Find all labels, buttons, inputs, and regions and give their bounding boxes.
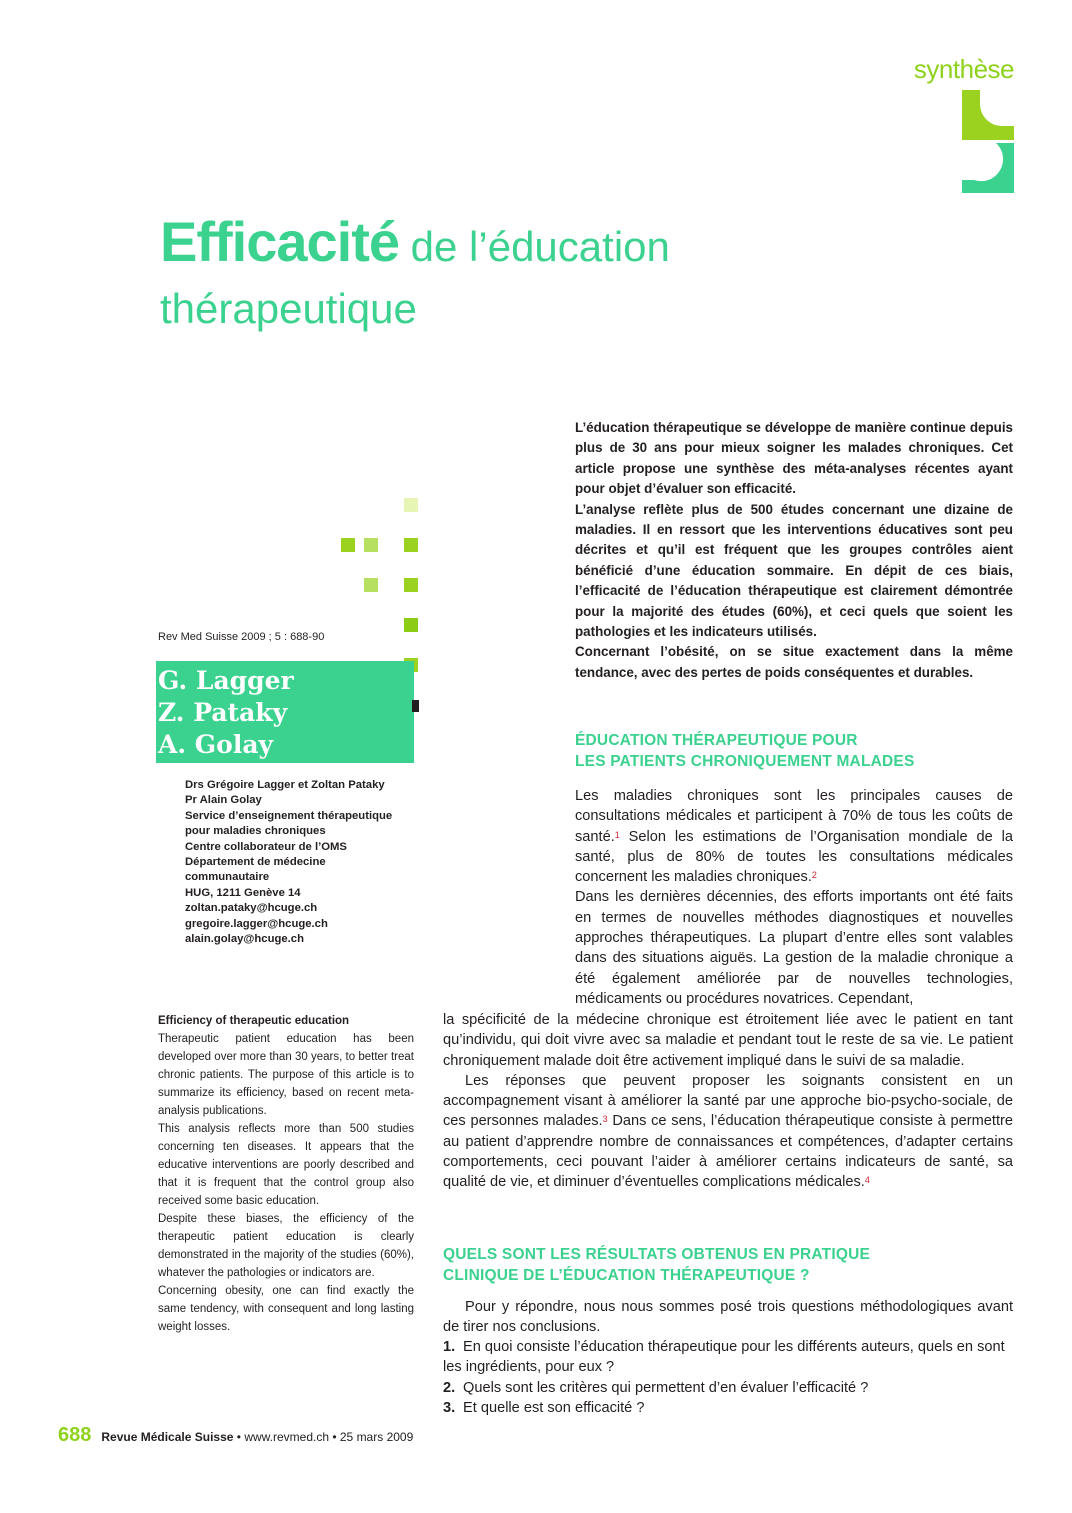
- abstract-en-paragraph: Despite these biases, the efficiency of the therapeutic patient education is clearly demonstrated in the majority of the studies (60%), whatever the pathologies or indicators are.: [158, 1213, 414, 1279]
- affiliation-line: Drs Grégoire Lagger et Zoltan Pataky: [185, 779, 385, 791]
- decor-square: [404, 578, 418, 592]
- decor-square: [364, 538, 378, 552]
- decor-square: [404, 498, 418, 512]
- journal-name: Revue Médicale Suisse: [101, 1430, 234, 1444]
- section-heading-line: QUELS SONT LES RÉSULTATS OBTENUS EN PRATIQUE: [443, 1246, 871, 1263]
- body-text: Les réponses que peuvent proposer les soignants consistent en un accompagnement visant à améliorer la santé par une approche bio-psycho-sociale, de ces personnes malades.: [443, 1072, 1013, 1130]
- section-heading-line: CLINIQUE DE L’ÉDUCATION THÉRAPEUTIQUE ?: [443, 1267, 810, 1284]
- section-heading-line: ÉDUCATION THÉRAPEUTIQUE POUR: [575, 732, 858, 749]
- affiliation: [185, 778, 425, 947]
- affiliation-line: Département de médecine: [185, 856, 326, 869]
- decor-square: [364, 578, 378, 592]
- synthese-logo-icon: [962, 90, 1014, 193]
- decor-square: [404, 538, 418, 552]
- abstract-french: [575, 418, 1013, 683]
- title-part3: thérapeutique: [160, 285, 417, 332]
- decor-square: [341, 538, 355, 552]
- body-paragraph: [443, 1071, 1013, 1193]
- section1-body-wide: [443, 1010, 1013, 1193]
- list-number: 2.: [443, 1379, 456, 1396]
- list-text: Et quelle est son efficacité ?: [463, 1399, 645, 1416]
- abstract-en-paragraph: This analysis reflects more than 500 studies concerning ten diseases. It appears that the educative interventions are poorly described and that it is frequent that the control group also received some basic education.: [158, 1123, 414, 1207]
- list-item: [443, 1378, 1013, 1398]
- email-link[interactable]: gregoire.lagger@hcuge.ch: [185, 917, 328, 930]
- affiliation-line: Centre collaborateur de l’OMS: [185, 840, 347, 853]
- footnote-ref[interactable]: 2: [811, 870, 817, 881]
- decor-square: [412, 700, 419, 712]
- abstract-en-paragraph: Therapeutic patient education has been developed over more than 30 years, to better treat chronic patients. The purpose of this article is to summarize its efficiency, based on recent meta-analysis publications.: [158, 1033, 414, 1117]
- body-paragraph: Pour y répondre, nous nous sommes posé trois questions méthodologiques avant de tirer nos conclusions.: [443, 1299, 1013, 1336]
- affiliation-line: Pr Alain Golay: [185, 794, 262, 807]
- footer-info: • www.revmed.ch • 25 mars 2009: [233, 1430, 414, 1444]
- email-link[interactable]: zoltan.pataky@hcuge.ch: [185, 902, 318, 915]
- abstract-fr-paragraph: L’éducation thérapeutique se développe de manière continue depuis plus de 30 ans pour mieux soigner les malades chroniques. Cet article propose une synthèse des méta-analyses récentes ayant pour objet d’évaluer son efficacité.: [575, 420, 1013, 497]
- body-paragraph: la spécificité de la médecine chronique est étroitement liée avec le patient en tant qu’individu, qui doit vivre avec sa maladie et pendant tout le reste de sa vie. Le patient chroniquement malade doit être activement impliqué dans le suivi de sa maladie.: [443, 1012, 1013, 1069]
- body-text: Les maladies chroniques sont les principales causes de consultations médicales et participent à 70% de tous les coûts de santé.: [575, 788, 1013, 845]
- rubric-label: synthèse: [913, 54, 1014, 84]
- page-number: 688: [58, 1424, 92, 1446]
- affiliation-line: Service d’enseignement thérapeutique: [185, 809, 393, 822]
- list-number: 3.: [443, 1399, 456, 1416]
- question-list: [443, 1337, 1013, 1418]
- author-name: Z. Pataky: [158, 698, 288, 727]
- footnote-ref[interactable]: 3: [602, 1114, 608, 1125]
- body-paragraph: [575, 786, 1013, 887]
- abstract-fr-paragraph: L’analyse reflète plus de 500 études concernant une dizaine de maladies. Il en ressort que les interventions éducatives sont peu décrites et qu’il est fréquent que les groupes contrôles aient bénéficié d’une éducation sommaire. En dépit de ces biais, l’efficacité de l’éducation thérapeutique est clairement démontrée pour la majorité des études (60%), et ceci quels que soient les pathologies et les indicateurs utilisés.: [575, 501, 1013, 640]
- abstract-en-heading: Efficiency of therapeutic education: [158, 1015, 350, 1027]
- body-text: Dans ce sens, l’éducation thérapeutique consiste à permettre au patient d’apprendre nombre de connaissances et compétences, d’adapter certains comportements, ceci pouvant l’aider à améliorer certains indicateurs de santé, sa qualité de vie, et diminuer d’éventuelles complications médicales.: [443, 1113, 1013, 1191]
- title-part1: Efficacité: [160, 210, 399, 273]
- section-heading: [575, 730, 914, 772]
- list-text: Quels sont les critères qui permettent d’en évaluer l’efficacité ?: [463, 1379, 869, 1396]
- abstract-english: [158, 1012, 414, 1336]
- author-name: G. Lagger: [158, 666, 294, 695]
- email-link[interactable]: alain.golay@hcuge.ch: [185, 933, 304, 946]
- title-part2: de l’éducation: [399, 223, 670, 270]
- section-heading-line: LES PATIENTS CHRONIQUEMENT MALADES: [575, 753, 915, 770]
- section2-body: [443, 1297, 1013, 1338]
- citation: Rev Med Suisse 2009 ; 5 : 688-90: [158, 631, 325, 643]
- affiliation-line: HUG, 1211 Genève 14: [185, 886, 301, 899]
- body-paragraph: Dans les dernières décennies, des efforts importants ont été faits en termes de nouvelles méthodes diagnostiques et nouvelles approches thérapeutiques. La plupart d’entre elles sont valables dans des situations aiguës. La gestion de la maladie chronique a été également améliorée par de nouvelles technologies, médicaments ou procédures novatrices. Cependant,: [575, 889, 1013, 1007]
- section1-body-narrow: [575, 786, 1013, 1009]
- list-item: [443, 1337, 1013, 1378]
- body-text: Selon les estimations de l’Organisation mondiale de la santé, plus de 80% de toutes les consultations médicales concernent les maladies chroniques.: [575, 828, 1013, 886]
- author-name: A. Golay: [158, 730, 274, 759]
- list-item: [443, 1398, 1013, 1418]
- page-footer: [58, 1424, 658, 1447]
- abstract-en-paragraph: Concerning obesity, one can find exactly the same tendency, with consequent and long lasting weight losses.: [158, 1285, 414, 1333]
- list-text: En quoi consiste l’éducation thérapeutique pour les différents auteurs, quels en sont les ingrédients, pour eux ?: [443, 1339, 1005, 1376]
- list-number: 1.: [443, 1339, 456, 1355]
- affiliation-line: communautaire: [185, 871, 270, 884]
- affiliation-line: pour maladies chroniques: [185, 825, 326, 838]
- footnote-ref[interactable]: 4: [864, 1175, 870, 1186]
- footnote-ref[interactable]: 1: [614, 829, 620, 840]
- abstract-fr-paragraph: Concernant l’obésité, on se situe exactement dans la même tendance, avec des pertes de poids conséquentes et durables.: [575, 644, 1013, 680]
- decor-square: [404, 618, 418, 632]
- section-heading: [443, 1244, 870, 1286]
- author-list: [158, 665, 294, 761]
- article-title: [160, 212, 860, 339]
